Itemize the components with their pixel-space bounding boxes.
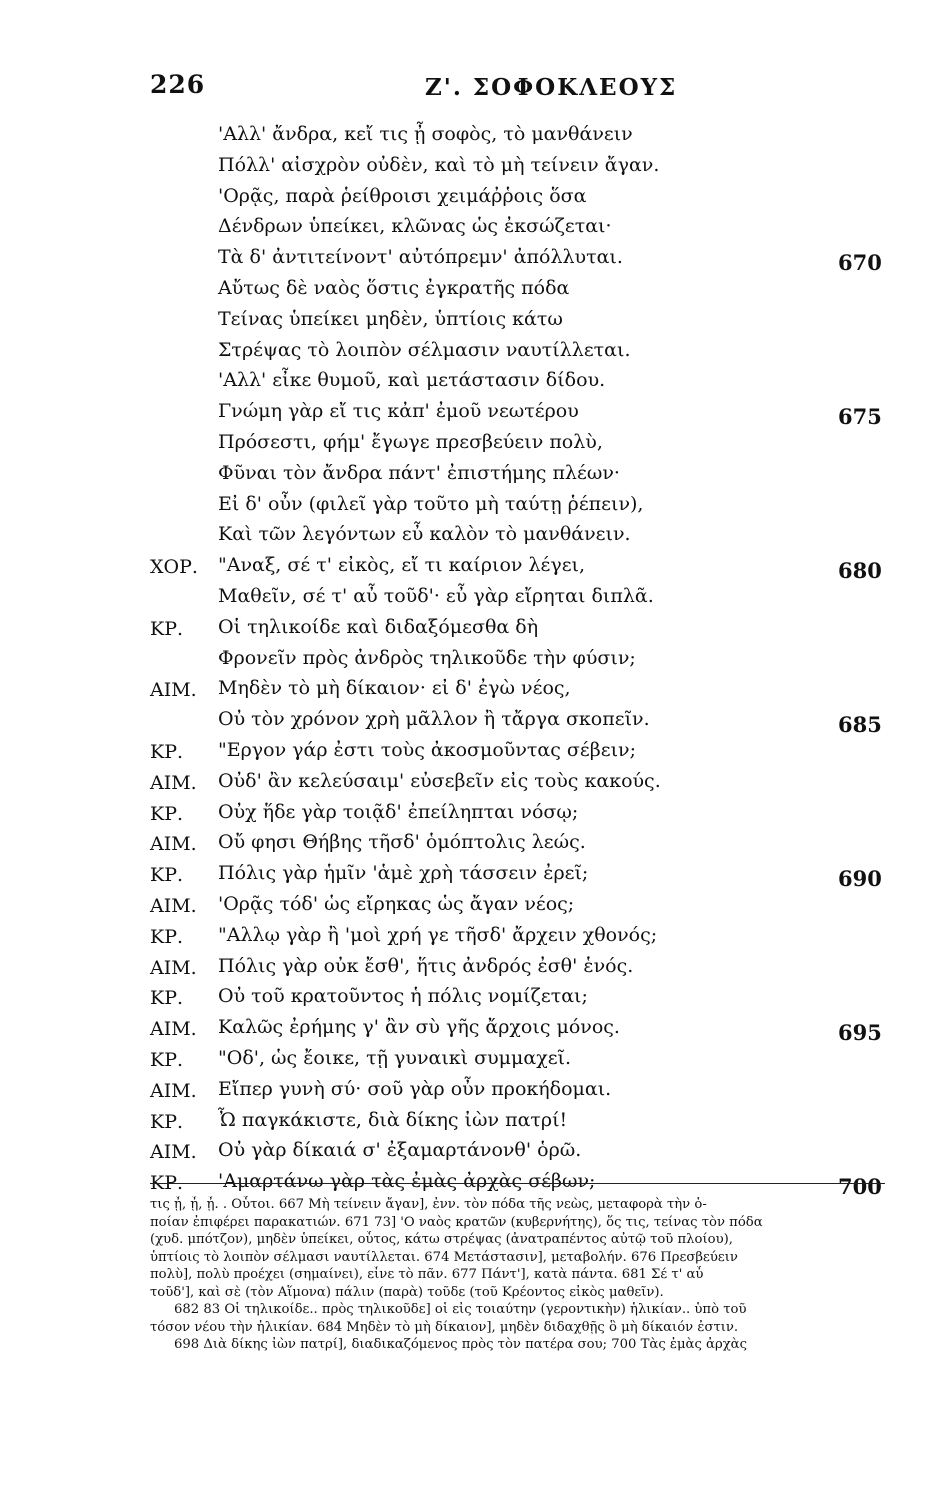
verse-line	[0, 154, 927, 185]
verse-text: Εἰ δ' οὖν (φιλεῖ γὰρ τοῦτο μὴ ταύτῃ ῥέπειν),	[218, 492, 644, 515]
line-number: 690	[838, 866, 882, 892]
running-head: Ζ'. ΣΟΦΟΚΛΕΟΥΣ	[425, 74, 678, 101]
verse-line	[0, 770, 927, 801]
verse-line	[0, 985, 927, 1016]
speaker-label: ΑΙΜ.	[150, 1141, 197, 1164]
verse-line	[0, 647, 927, 678]
footnote-rule	[150, 1183, 885, 1184]
footnote-line: τόσον νέου τὴν ἡλικίαν. 684 Μηδὲν τὸ μὴ δίκαιον], μηδὲν διδαχθῇς ὃ μὴ δίκαιόν ἐστιν.	[150, 1319, 739, 1335]
verse-text: Οὐ τὸν χρόνον χρὴ μᾶλλον ἢ τἄργα σκοπεῖν.	[218, 708, 650, 731]
verse-text: Στρέψας τὸ λοιπὸν σέλμασιν ναυτίλλεται.	[218, 338, 631, 361]
verse-line	[0, 862, 927, 893]
verse-line	[0, 677, 927, 708]
footnote-line: (χυδ. μπότζον), μηδὲν ὑπείκει, οὗτος, κάτω στρέψας (ἀνατραπέντος αὐτῷ τοῦ πλοίου),	[150, 1232, 733, 1247]
verse-text: 'Αλλ' ἄνδρα, κεἴ τις ᾖ σοφὸς, τὸ μανθάνειν	[218, 123, 633, 145]
verse-line	[0, 431, 927, 462]
verse-text: Γνώμη γὰρ εἴ τις κἀπ' ἐμοῦ νεωτέρου	[218, 400, 579, 423]
footnote-line: τις ᾖ, ᾖ, ᾖ. . Οὗτοι. 667 Μὴ τείνειν ἄγαν], ἐνν. τὸν πόδα τῆς νεὼς, μεταφορὰ τὴν ὁ-	[150, 1197, 707, 1212]
verse-line	[0, 1047, 927, 1078]
verse-line	[0, 308, 927, 339]
verse-text: Μαθεῖν, σέ τ' αὖ τοῦδ'· εὖ γὰρ εἴρηται διπλᾶ.	[218, 584, 654, 607]
verse-line	[0, 801, 927, 832]
verse-text: Οὐδ' ἂν κελεύσαιμ' εὐσεβεῖν εἰς τοὺς κακούς.	[218, 769, 661, 792]
speaker-label: ΚΡ.	[150, 864, 184, 887]
verse-text: "Αναξ, σέ τ' εἰκὸς, εἴ τι καίριον λέγει,	[218, 554, 586, 577]
verse-text: "Αλλῳ γὰρ ἢ 'μοὶ χρή γε τῆσδ' ἄρχειν χθονός;	[218, 923, 658, 946]
verse-text: 'Ορᾷς, παρὰ ῥείθροισι χειμάῤῥοις ὅσα	[218, 184, 587, 207]
verse-line	[0, 893, 927, 924]
verse-line	[0, 1139, 927, 1170]
speaker-label: ΚΡ.	[150, 802, 184, 825]
speaker-label: ΑΙΜ.	[150, 894, 197, 917]
page-number: 226	[150, 70, 206, 99]
line-number: 675	[838, 404, 882, 430]
verse-line	[0, 215, 927, 246]
speaker-label: ΑΙΜ.	[150, 1079, 197, 1102]
footnotes	[150, 1196, 885, 1354]
verse-text: "Εργον γάρ ἐστι τοὺς ἀκοσμοῦντας σέβειν;	[218, 738, 636, 761]
speaker-label: ΚΡ.	[150, 740, 184, 763]
verse-text: Οὔ φησι Θήβης τῆσδ' ὁμόπτολις λεώς.	[218, 831, 586, 854]
verse-line	[0, 739, 927, 770]
line-number: 700	[838, 1174, 882, 1200]
verse-line	[0, 585, 927, 616]
speaker-label: ΚΡ.	[150, 1172, 184, 1195]
footnote-line: 698 Διὰ δίκης ἰὼν πατρί], διαδικαζόμενος πρὸς τὸν πατέρα σου; 700 Τὰς ἐμὰς ἀρχὰς	[174, 1337, 747, 1352]
verse-line	[0, 1016, 927, 1047]
line-number: 685	[838, 712, 882, 738]
verse-line	[0, 123, 927, 154]
page-header	[0, 70, 927, 110]
verse-text: Οὐ τοῦ κρατοῦντος ἡ πόλις νομίζεται;	[218, 985, 588, 1008]
verse-block	[0, 123, 927, 1201]
line-number: 695	[838, 1020, 882, 1046]
verse-text: Οἱ τηλικοίδε καὶ διδαξόμεσθα δὴ	[218, 615, 539, 638]
verse-line	[0, 400, 927, 431]
verse-line	[0, 369, 927, 400]
verse-text: Φῦναι τὸν ἄνδρα πάντ' ἐπιστήμης πλέων·	[218, 461, 620, 484]
verse-text: Μηδὲν τὸ μὴ δίκαιον· εἰ δ' ἐγὼ νέος,	[218, 677, 571, 700]
footnote-line: τοῦδ'], καὶ σὲ (τὸν Αἵμονα) πάλιν (παρὰ) τοῦδε (τοῦ Κρέοντος εἰκὸς μαθεῖν).	[150, 1284, 664, 1300]
verse-line	[0, 523, 927, 554]
speaker-label: ΚΡ.	[150, 987, 184, 1010]
verse-line	[0, 185, 927, 216]
speaker-label: ΑΙΜ.	[150, 771, 197, 794]
verse-text: Καὶ τῶν λεγόντων εὖ καλὸν τὸ μανθάνειν.	[218, 523, 631, 546]
verse-line	[0, 246, 927, 277]
verse-line	[0, 924, 927, 955]
verse-text: Πρόσεστι, φήμ' ἔγωγε πρεσβεύειν πολὺ,	[218, 430, 603, 453]
footnote-line: πολὺ], πολὺ προέχει (σημαίνει), εἶνε τὸ πᾶν. 677 Πάντ'], κατὰ πάντα. 681 Σέ τ' αὖ	[150, 1267, 704, 1282]
verse-text: Ὦ παγκάκιστε, διὰ δίκης ἰὼν πατρί!	[218, 1108, 568, 1131]
verse-text: Πόλις γὰρ ἡμῖν 'ἁμὲ χρὴ τάσσειν ἐρεῖ;	[218, 862, 589, 885]
verse-text: 'Αμαρτάνω γὰρ τὰς ἐμὰς ἀρχὰς σέβων;	[218, 1170, 596, 1193]
verse-text: Δένδρων ὑπείκει, κλῶνας ὡς ἐκσώζεται·	[218, 215, 612, 238]
verse-line	[0, 462, 927, 493]
footnote-line: ποίαν ἐπιφέρει παρακατιών. 671 73] 'Ο ναὸς κρατῶν (κυβερνήτης), ὅς τις, τείνας τὸν πόδα	[150, 1214, 763, 1230]
speaker-label: ΚΡ.	[150, 925, 184, 948]
verse-text: Πόλις γὰρ οὐκ ἔσθ', ἥτις ἀνδρός ἐσθ' ἑνός.	[218, 954, 634, 977]
speaker-label: ΚΡ.	[150, 1110, 184, 1133]
speaker-label: ΚΡ.	[150, 617, 184, 640]
verse-text: Καλῶς ἐρήμης γ' ἂν σὺ γῆς ἄρχοις μόνος.	[218, 1016, 620, 1039]
verse-line	[0, 1109, 927, 1140]
verse-text: "Οδ', ὡς ἔοικε, τῇ γυναικὶ συμμαχεῖ.	[218, 1046, 572, 1069]
verse-text: Οὐχ ἥδε γὰρ τοιᾷδ' ἐπείληπται νόσῳ;	[218, 800, 579, 823]
speaker-label: ΑΙΜ.	[150, 679, 197, 702]
verse-line	[0, 955, 927, 986]
speaker-label: ΑΙΜ.	[150, 1018, 197, 1041]
speaker-label: ΑΙΜ.	[150, 833, 197, 856]
speaker-label: ΚΡ.	[150, 1048, 184, 1071]
footnote-line: ὑπτίοις τὸ λοιπὸν σέλμασι ναυτίλλεται. 674 Μετάστασιν], μεταβολήν. 676 Πρεσβεύειν	[150, 1249, 738, 1265]
verse-text: Πόλλ' αἰσχρὸν οὐδὲν, καὶ τὸ μὴ τείνειν ἄγαν.	[218, 153, 660, 176]
footnote-line: 682 83 Οἱ τηλικοίδε.. πρὸς τηλικοῦδε] οἱ εἰς τοιαύτην (γεροντικὴν) ἡλικίαν.. ὑπὸ τοῦ	[174, 1302, 747, 1317]
verse-line	[0, 277, 927, 308]
verse-text: Εἴπερ γυνὴ σύ· σοῦ γὰρ οὖν προκήδομαι.	[218, 1077, 612, 1100]
speaker-label: ΑΙΜ.	[150, 956, 197, 979]
verse-line	[0, 616, 927, 647]
verse-text: 'Αλλ' εἶκε θυμοῦ, καὶ μετάστασιν δίδου.	[218, 369, 606, 392]
verse-text: 'Ορᾷς τόδ' ὡς εἴρηκας ὡς ἄγαν νέος;	[218, 892, 575, 915]
verse-text: Φρονεῖν πρὸς ἀνδρὸς τηλικοῦδε τὴν φύσιν;	[218, 646, 636, 669]
verse-text: Αὔτως δὲ ναὸς ὅστις ἐγκρατῆς πόδα	[218, 276, 570, 299]
verse-line	[0, 708, 927, 739]
verse-text: Τείνας ὑπείκει μηδὲν, ὑπτίοις κάτω	[218, 307, 563, 330]
verse-text: Οὐ γὰρ δίκαιά σ' ἐξαμαρτάνονθ' ὁρῶ.	[218, 1139, 582, 1162]
speaker-label: ΧΟΡ.	[150, 556, 198, 579]
verse-line	[0, 339, 927, 370]
verse-line	[0, 554, 927, 585]
verse-line	[0, 493, 927, 524]
verse-text: Τὰ δ' ἀντιτείνοντ' αὐτόπρεμν' ἀπόλλυται.	[218, 246, 623, 269]
line-number: 680	[838, 558, 882, 584]
verse-line	[0, 1078, 927, 1109]
line-number: 670	[838, 250, 882, 276]
verse-line	[0, 831, 927, 862]
